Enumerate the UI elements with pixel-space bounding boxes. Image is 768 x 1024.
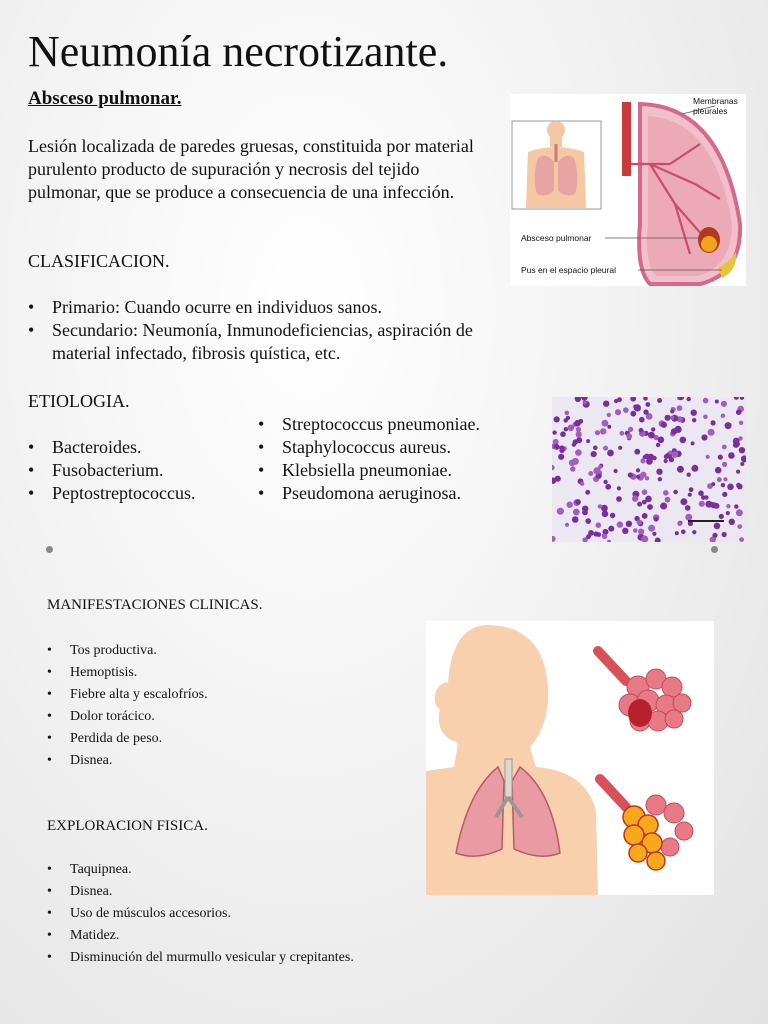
- label-pus: Pus en el espacio pleural: [521, 265, 616, 275]
- coccus-dot: [670, 416, 674, 420]
- coccus-dot: [675, 426, 682, 433]
- list-item: • Peptostreptococcus.: [28, 482, 253, 505]
- coccus-dot: [572, 516, 579, 523]
- coccus-dot: [573, 509, 580, 516]
- coccus-dot: [623, 407, 629, 413]
- coccus-dot: [675, 531, 679, 535]
- coccus-dot: [733, 442, 739, 448]
- list-item: • Uso de músculos accesorios.: [47, 903, 467, 925]
- coccus-dot: [586, 439, 590, 443]
- coccus-dot: [607, 425, 611, 429]
- coccus-dot: [630, 411, 636, 417]
- etiology-list-right: [258, 413, 538, 505]
- coccus-dot: [600, 428, 606, 434]
- coccus-dot: [687, 473, 691, 477]
- coccus-dot: [703, 415, 708, 420]
- coccus-dot: [575, 449, 582, 456]
- coccus-dot: [564, 427, 568, 431]
- lungs-alveoli-diagram: [426, 621, 714, 895]
- coccus-dot: [626, 433, 632, 439]
- coccus-dot: [622, 528, 628, 534]
- coccus-dot: [727, 484, 734, 491]
- coccus-dot: [681, 530, 686, 535]
- coccus-dot: [638, 529, 644, 535]
- coccus-dot: [596, 522, 602, 528]
- coccus-dot: [617, 486, 621, 490]
- coccus-dot: [639, 417, 645, 423]
- coccus-dot: [602, 534, 607, 539]
- exam-heading: EXPLORACION FISICA.: [47, 818, 208, 834]
- coccus-dot: [580, 482, 584, 486]
- coccus-dot: [642, 500, 647, 505]
- coccus-dot: [704, 495, 708, 499]
- coccus-dot: [652, 532, 656, 536]
- list-item: • Primario: Cuando ocurre en individuos sanos.: [28, 296, 488, 319]
- coccus-dot: [636, 468, 640, 472]
- coccus-dot: [628, 472, 633, 477]
- coccus-dot: [665, 497, 671, 503]
- coccus-dot: [560, 431, 566, 437]
- list-item: • Fusobacterium.: [28, 459, 253, 482]
- coccus-dot: [570, 466, 575, 471]
- coccus-dot: [711, 482, 715, 486]
- coccus-dot: [701, 434, 707, 440]
- coccus-dot: [670, 409, 674, 413]
- coccus-dot: [639, 428, 644, 433]
- list-item: • Staphylococcus aureus.: [258, 436, 538, 459]
- coccus-dot: [688, 493, 692, 497]
- list-item: • Fiebre alta y escalofríos.: [47, 684, 407, 706]
- coccus-dot: [569, 460, 575, 466]
- coccus-dot: [567, 502, 573, 508]
- coccus-dot: [565, 411, 570, 416]
- coccus-dot: [689, 487, 694, 492]
- list-item: • Disnea.: [47, 750, 407, 772]
- coccus-dot: [617, 521, 623, 527]
- coccus-dot: [603, 480, 607, 484]
- coccus-dot: [620, 431, 625, 436]
- lung-abscess-diagram: [510, 94, 746, 286]
- description-paragraph: Lesión localizada de paredes gruesas, constituida por material purulento producto de supuración y necrosis del tejido pulmonar, que se produce a consecuencia de una infección.: [28, 136, 474, 202]
- list-item: • Tos productiva.: [47, 640, 407, 662]
- coccus-dot: [593, 467, 600, 474]
- list-item: • Matidez.: [47, 925, 467, 947]
- coccus-dot: [685, 505, 691, 511]
- coccus-dot: [698, 490, 704, 496]
- coccus-dot: [729, 519, 735, 525]
- gram-stain-micrograph: [552, 397, 746, 542]
- coccus-dot: [737, 524, 742, 529]
- coccus-dot: [706, 455, 710, 459]
- coccus-dot: [737, 484, 743, 490]
- list-item: • Hemoptisis.: [47, 662, 407, 684]
- etiology-heading: ETIOLOGIA.: [28, 391, 130, 411]
- list-item: • Klebsiella pneumoniae.: [258, 459, 538, 482]
- coccus-dot: [669, 457, 674, 462]
- coccus-dot: [677, 466, 684, 473]
- coccus-dot: [626, 521, 632, 527]
- coccus-dot: [558, 454, 564, 460]
- section-subtitle: Absceso pulmonar.: [28, 88, 182, 109]
- coccus-dot: [734, 504, 738, 508]
- coccus-dot: [739, 447, 745, 453]
- coccus-dot: [715, 467, 722, 474]
- coccus-dot: [616, 496, 622, 502]
- coccus-dot: [614, 469, 618, 473]
- coccus-dot: [728, 452, 735, 459]
- coccus-dot: [640, 458, 645, 463]
- coccus-dot: [660, 503, 667, 510]
- coccus-dot: [687, 397, 691, 401]
- coccus-dot: [643, 409, 648, 414]
- coccus-dot: [632, 495, 638, 501]
- coccus-dot: [726, 504, 730, 508]
- list-item: • Disminución del murmullo vesicular y crepitantes.: [47, 947, 467, 969]
- coccus-dot: [715, 400, 719, 404]
- coccus-dot: [711, 420, 716, 425]
- coccus-dot: [603, 401, 609, 407]
- healthy-alveoli: [598, 651, 691, 731]
- coccus-dot: [557, 508, 564, 515]
- classification-list: [28, 296, 488, 365]
- coccus-dot: [654, 517, 659, 522]
- clinical-heading: MANIFESTACIONES CLINICAS.: [47, 597, 263, 613]
- coccus-dot: [677, 521, 682, 526]
- coccus-dot: [602, 511, 609, 518]
- coccus-dot: [603, 446, 608, 451]
- coccus-dot: [658, 437, 665, 444]
- coccus-dot: [605, 484, 611, 490]
- list-item: • Taquipnea.: [47, 859, 467, 881]
- coccus-dot: [645, 402, 650, 407]
- coccus-dot: [656, 443, 660, 447]
- lung-abscess-illustration: [510, 94, 746, 286]
- coccus-dot: [565, 523, 569, 527]
- coccus-dot: [721, 401, 727, 407]
- coccus-dot: [722, 445, 727, 450]
- coccus-dot: [554, 416, 560, 422]
- coccus-dot: [723, 477, 727, 481]
- coccus-dot: [739, 421, 743, 425]
- list-item: • Streptococcus pneumoniae.: [258, 413, 538, 436]
- coccus-dot: [714, 523, 721, 530]
- coccus-dot: [574, 420, 581, 427]
- coccus-dot: [576, 427, 581, 432]
- coccus-dot: [564, 418, 568, 422]
- coccus-dot: [559, 445, 564, 450]
- list-item: • Bacteroides.: [28, 436, 253, 459]
- coccus-dot: [673, 490, 678, 495]
- coccus-dot: [636, 475, 640, 479]
- coccus-dot: [699, 501, 705, 507]
- coccus-dot: [725, 422, 732, 429]
- coccus-dot: [726, 511, 730, 515]
- coccus-dot: [637, 502, 642, 507]
- coccus-dot: [656, 469, 662, 475]
- coccus-dot: [598, 504, 602, 508]
- coccus-dot: [677, 405, 683, 411]
- coccus-dot: [721, 483, 725, 487]
- coccus-dot: [648, 525, 655, 532]
- coccus-dot: [607, 450, 614, 457]
- bacteria-micrograph: [552, 397, 746, 542]
- coccus-dot: [712, 533, 717, 538]
- coccus-dot: [615, 409, 621, 415]
- lung-cross-section: [622, 102, 740, 284]
- label-membranes: Membranas pleurales: [693, 96, 738, 116]
- coccus-dot: [651, 427, 655, 431]
- coccus-dot: [740, 462, 744, 466]
- clinical-list: [47, 640, 407, 772]
- coccus-dot: [585, 490, 590, 495]
- coccus-dot: [642, 489, 648, 495]
- coccus-dot: [588, 471, 593, 476]
- page-title: Neumonía necrotizante.: [28, 27, 449, 76]
- list-item: • Pseudomona aeruginosa.: [258, 482, 538, 505]
- coccus-dot: [672, 451, 679, 458]
- coccus-dot: [703, 398, 709, 404]
- coccus-dot: [633, 405, 637, 409]
- coccus-dot: [722, 532, 727, 537]
- coccus-dot: [658, 477, 662, 481]
- coccus-dot: [640, 472, 646, 478]
- child-lungs-illustration: [426, 621, 714, 895]
- coccus-dot: [708, 429, 715, 436]
- coccus-dot: [575, 499, 581, 505]
- coccus-dot: [588, 530, 594, 536]
- coccus-dot: [680, 437, 687, 444]
- coccus-dot: [633, 528, 638, 533]
- list-item: • Dolor torácico.: [47, 706, 407, 728]
- coccus-dot: [593, 446, 598, 451]
- coccus-dot: [664, 459, 668, 463]
- coccus-dot: [722, 492, 727, 497]
- divider-dot: [711, 546, 718, 553]
- coccus-dot: [705, 501, 712, 508]
- coccus-dot: [648, 432, 655, 439]
- coccus-dot: [582, 506, 588, 512]
- coccus-dot: [691, 465, 698, 472]
- list-item: • Perdida de peso.: [47, 728, 407, 750]
- coccus-dot: [692, 418, 696, 422]
- coccus-dot: [661, 422, 667, 428]
- coccus-dot: [738, 436, 742, 440]
- coccus-dot: [657, 398, 662, 403]
- label-abscess: Absceso pulmonar: [521, 233, 592, 243]
- coccus-dot: [602, 420, 609, 427]
- coccus-dot: [595, 430, 600, 435]
- coccus-dot: [607, 413, 611, 417]
- coccus-dot: [691, 410, 697, 416]
- coccus-dot: [680, 498, 687, 505]
- coccus-dot: [583, 400, 587, 404]
- coccus-dot: [591, 451, 597, 457]
- coccus-dot: [736, 509, 743, 516]
- coccus-dot: [691, 441, 695, 445]
- coccus-dot: [718, 455, 723, 460]
- exam-list: [47, 859, 467, 969]
- list-item: • Disnea.: [47, 881, 467, 903]
- coccus-dot: [552, 430, 556, 434]
- coccus-dot: [617, 397, 622, 402]
- coccus-dot: [736, 470, 740, 474]
- coccus-dot: [585, 518, 591, 524]
- list-item: • Secundario: Neumonía, Inmunodeficiencias, aspiración de material infectado, fibrosis quística, etc.: [28, 319, 488, 365]
- coccus-dot: [722, 462, 727, 467]
- coccus-dot: [692, 530, 696, 534]
- coccus-dot: [663, 490, 669, 496]
- coccus-dot: [721, 414, 725, 418]
- coccus-dot: [642, 513, 648, 519]
- coccus-dot: [610, 513, 615, 518]
- coccus-dot: [618, 446, 622, 450]
- coccus-dot: [665, 415, 671, 421]
- coccus-dot: [576, 431, 582, 437]
- coccus-dot: [647, 504, 653, 510]
- coccus-dot: [685, 514, 692, 521]
- divider-dot: [46, 546, 53, 553]
- coccus-dot: [717, 477, 722, 482]
- infected-alveoli: [600, 779, 693, 870]
- coccus-dot: [576, 437, 582, 443]
- coccus-dot: [554, 444, 558, 448]
- coccus-dot: [736, 409, 742, 415]
- classification-heading: CLASIFICACION.: [28, 251, 170, 271]
- coccus-dot: [644, 454, 650, 460]
- coccus-dot: [739, 537, 744, 542]
- coccus-dot: [719, 514, 724, 519]
- coccus-dot: [608, 526, 614, 532]
- coccus-dot: [594, 531, 599, 536]
- etiology-list-left: [28, 436, 253, 505]
- coccus-dot: [637, 520, 642, 525]
- coccus-dot: [634, 449, 640, 455]
